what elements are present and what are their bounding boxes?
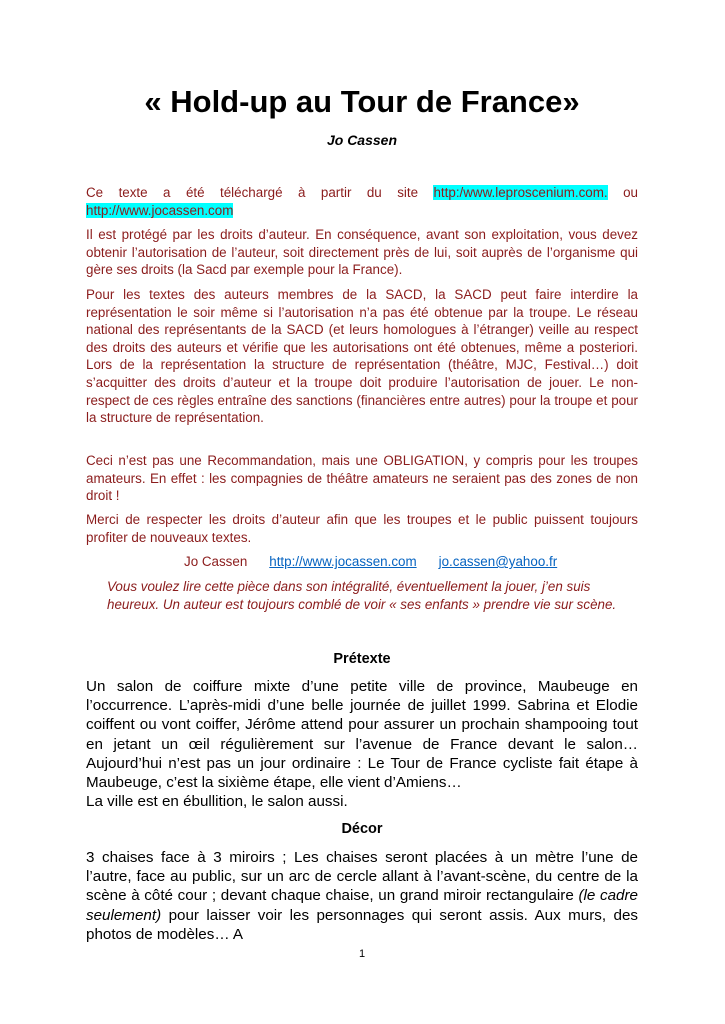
leproscenium-link[interactable]: http:/www.leproscenium.com. xyxy=(433,185,608,200)
decor-heading: Décor xyxy=(341,821,383,837)
contact-line xyxy=(184,553,557,571)
jocassen-link[interactable]: http://www.jocassen.com xyxy=(86,202,234,218)
author-quote: Vous voulez lire cette pièce dans son intégralité, éventuellement la jouer, j’en suis heureux. Un auteur est toujours comblé de voir « ses enfants » prendre vie sur scène. xyxy=(107,579,617,612)
contact-name: Jo Cassen xyxy=(184,554,248,569)
page-number: 1 xyxy=(358,948,366,960)
author-name: Jo Cassen xyxy=(326,132,398,148)
thanks-paragraph: Merci de respecter les droits d’auteur afin que les troupes et le public puissent toujours profiter de nouveaux textes. xyxy=(86,512,638,545)
email-link[interactable]: jo.cassen@yahoo.fr xyxy=(438,554,558,569)
document-title: « Hold-up au Tour de France» xyxy=(144,84,580,119)
copyright-paragraph: Il est protégé par les droits d’auteur. En conséquence, avant son exploitation, vous devez obtenir l’autorisation de l’auteur, soit directement près de lui, soit auprès de l’organisme qui gère ses droits (la Sacd par exemple pour la France). xyxy=(86,227,638,278)
sacd-paragraph: Pour les textes des auteurs membres de la SACD, la SACD peut faire interdire la représentation le soir même si l’autorisation n’a pas été obtenue par la troupe. Le réseau national des représentants de la SACD (et leurs homologues à l’étranger) veille au respect des droits des auteurs et vérifie que les autorisations ont été obtenues, même a posteriori. Lors de la représentation la structure de représentation (théâtre, MJC, Festival…) doit s’acquitter des droits d’auteur et la troupe doit produire l’autorisation de jouer. Le non- respect de ces règles entraîne des sanctions (financières entre autres) pour la troupe et pour la structure de représentation. xyxy=(86,287,638,426)
obligation-paragraph: Ceci n’est pas une Recommandation, mais une OBLIGATION, y compris pour les troupes amateurs. En effet : les compagnies de théâtre amateurs ne seraient pas des zones de non droit ! xyxy=(86,453,638,504)
decor-paragraph xyxy=(86,848,638,944)
website-link[interactable]: http://www.jocassen.com xyxy=(269,554,417,569)
decor-text-a: 3 chaises face à 3 miroirs ; Les chaises seront placées à un mètre l’une de l’autre, face au public, sur un arc de cercle allant à l’avant-scène, du centre de la scène à côté cour ; devant chaque chaise, un grand miroir rectangulaire xyxy=(86,849,638,905)
pretexte-heading: Prétexte xyxy=(333,651,391,667)
pretexte-paragraph: Un salon de coiffure mixte d’une petite ville de province, Maubeuge en l’occurrence. L’après-midi d’une belle journée de juillet 1999. Sabrina et Elodie coiffent ou vont coiffer, Jérôme attend pour assurer un prochain shampooing tout en jetant un œil régulièrement sur l’avenue de France devant le salon… Aujourd’hui n’est pas un jour ordinaire : Le Tour de France cycliste fait étape à Maubeuge, c’est la sixième étape, elle vient d’Amiens… xyxy=(86,678,638,792)
decor-text-b: pour laisser voir les personnages qui seront assis. Aux murs, des photos de modèles… A xyxy=(86,906,638,943)
or-text: ou xyxy=(607,185,638,200)
download-notice xyxy=(86,184,638,219)
pretexte-paragraph-2: La ville est en ébullition, le salon aussi. xyxy=(86,793,348,810)
download-notice-text: Ce texte a été téléchargé à partir du site xyxy=(86,185,434,200)
decor-italic: (le cadre seulement) xyxy=(86,887,638,924)
